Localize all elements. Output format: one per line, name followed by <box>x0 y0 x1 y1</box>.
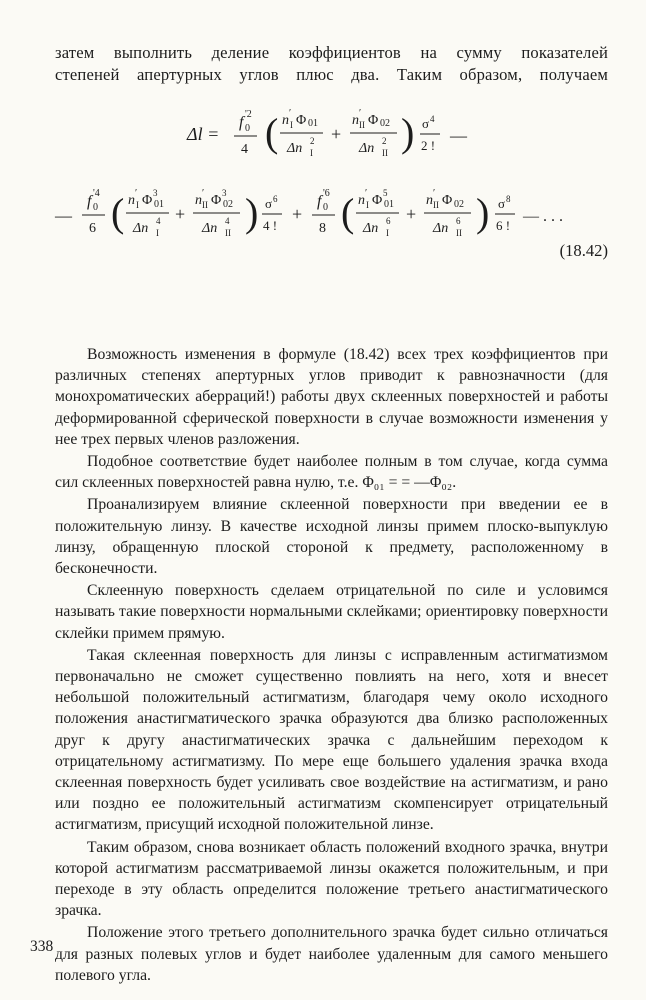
eq-plus: + <box>406 204 417 224</box>
eq-dn-pow: 2 <box>382 136 387 146</box>
eq-d6: 6 <box>89 221 96 236</box>
eq-prime: ′ <box>135 188 138 199</box>
paragraph: Проанализируем влияние склеенной поверхности при введении ее в положительную линзу. В качестве исходной линзы примем плоско-выпуклую линзу, обращенную плоской стороной к предмету, расположенному в бесконечности. <box>55 496 608 578</box>
intro-text <box>55 42 608 86</box>
intro-line-2: степеней апертурных углов плюс два. Таким образом, получаем <box>55 65 608 84</box>
eq-phi: Φ <box>368 113 379 128</box>
eq-phi02: 02 <box>454 199 464 210</box>
eq-sigma: σ <box>422 116 430 131</box>
eq-sub-I: I <box>366 200 369 210</box>
eq-sub-II: II <box>359 120 365 130</box>
eq-phi: Φ <box>296 113 307 128</box>
paragraph: Возможность изменения в формуле (18.42) всех трех коэффициентов при различных степенях апертурных углов приводит к равнозначности (для монохроматических аберраций!) работы двух склеенных поверхностей и работы деформированной сферической поверхности в случае возможности изменения у нее трех первых членов разложения. <box>55 346 608 448</box>
eq-phi-pow: 3 <box>153 188 158 198</box>
eq-dn: Δn <box>202 221 218 236</box>
eq-sub-II: II <box>202 200 208 210</box>
eq-phi: Φ <box>372 193 383 208</box>
eq-minus: — <box>450 126 467 145</box>
eq-n: n <box>128 193 135 208</box>
eq-d4: 4 <box>241 142 248 157</box>
body-text <box>55 344 608 986</box>
eq-dn-pow: 4 <box>225 216 230 226</box>
eq-sigma: σ <box>498 196 506 211</box>
eq-sub-II: II <box>433 200 439 210</box>
paragraph: Подобное соответствие будет наиболее полным в том случае, когда сумма сил склеенных поверхностей равна нулю, т.е. Φ₀₁ = = —Φ₀₂. <box>55 453 608 492</box>
eq-dn-pow: 6 <box>456 216 461 226</box>
eq-sigma: σ <box>265 196 273 211</box>
eq-n: n <box>358 193 365 208</box>
eq-phi01: 01 <box>384 199 394 210</box>
eq-f0-2-sub: 0 <box>93 202 98 213</box>
eq-f0-1-pow: '2 <box>245 109 252 120</box>
equation-number: (18.42) <box>559 241 608 260</box>
eq-f0-1-sub: 0 <box>245 123 250 134</box>
eq-f0-1: f <box>239 114 244 131</box>
eq-sigma-pow: 8 <box>506 194 511 204</box>
eq-fact: 4 ! <box>263 218 278 233</box>
equation-18-42 <box>55 86 608 271</box>
eq-dots: — . . . <box>523 208 563 225</box>
eq-fact: 6 ! <box>496 218 511 233</box>
eq-n: n <box>282 113 289 128</box>
page-content <box>55 42 608 987</box>
eq-n: n <box>352 113 359 128</box>
eq-sigma-pow: 4 <box>430 114 435 124</box>
eq-f0-3-pow: '6 <box>323 188 330 199</box>
eq-plus: + <box>175 204 186 224</box>
equation-graphic <box>55 86 608 271</box>
eq-dn-sub: II <box>225 228 231 238</box>
paragraph: Склеенную поверхность сделаем отрицательной по силе и условимся называть такие поверхности нормальными склейками; ориентировку поверхности склейки примем прямую. <box>55 582 608 642</box>
page-number: 338 <box>30 938 54 955</box>
eq-dn: Δn <box>133 221 149 236</box>
eq-sub-I: I <box>290 120 293 130</box>
eq-paren-open: ( <box>341 190 355 235</box>
eq-phi01: 01 <box>308 118 318 129</box>
eq-dn-pow: 6 <box>386 216 391 226</box>
eq-f0-3-sub: 0 <box>323 202 328 213</box>
eq-paren-close: ) <box>476 190 490 235</box>
eq-paren-close: ) <box>401 110 415 155</box>
eq-paren-open: ( <box>111 190 125 235</box>
eq-phi: Φ <box>142 193 153 208</box>
eq-paren-open: ( <box>265 110 279 155</box>
eq-f0-3: f <box>317 193 322 210</box>
eq-sigma-pow: 6 <box>273 194 278 204</box>
eq-paren-close: ) <box>245 190 259 235</box>
eq-dn-pow: 4 <box>156 216 161 226</box>
eq-dn-sub: I <box>156 228 159 238</box>
paragraph: Такая склеенная поверхность для линзы с исправленным астигматизмом первоначально не сможет существенно повлиять на него, хотя и внесет небольшой положительный астигматизм, благодаря чему около исходного положения анастигматического зрачка образуются два близко расположенных друг к другу анастигматических зрачка с дальнейшим переходом к отрицательному астигматизму. По мере еще большего удаления зрачка входа склеенная поверхность будет усиливать свое воздействие на астигматизм, и рано или поздно ее положительный астигматизм скомпенсирует отрицательный астигматизм, присущий исходной положительной линзе. <box>55 646 608 834</box>
eq-dn: Δn <box>359 141 375 156</box>
eq-prime: ′ <box>202 188 205 199</box>
eq-phi: Φ <box>442 193 453 208</box>
eq-plus: + <box>292 204 303 224</box>
eq-lhs: Δl = <box>187 124 220 144</box>
eq-dn: Δn <box>363 221 379 236</box>
eq-n: n <box>426 193 433 208</box>
eq-prime: ′ <box>289 108 292 119</box>
paragraph: Положение этого третьего дополнительного зрачка будет сильно отличаться для разных полевых углов и будет наиболее удаленным для самого меньшего полевого угла. <box>55 924 608 984</box>
eq-phi01: 01 <box>154 199 164 210</box>
eq-dn-sub: I <box>386 228 389 238</box>
eq-phi02: 02 <box>223 199 233 210</box>
eq-d8: 8 <box>319 221 326 236</box>
eq-plus: + <box>331 124 342 144</box>
intro-line-1: затем выполнить деление коэффициентов на сумму показателей <box>55 43 608 62</box>
eq-phi-pow: 5 <box>383 188 388 198</box>
eq-dn-sub: II <box>456 228 462 238</box>
eq-prime: ′ <box>359 108 362 119</box>
eq-phi-pow: 3 <box>222 188 227 198</box>
eq-f0-2: f <box>87 193 92 210</box>
eq-dn-sub: I <box>310 148 313 158</box>
eq-phi02: 02 <box>380 118 390 129</box>
eq-sub-I: I <box>136 200 139 210</box>
eq-fact: 2 ! <box>421 138 436 153</box>
eq-dn-pow: 2 <box>310 136 315 146</box>
paragraph: Таким образом, снова возникает область положений входного зрачка, внутри которой астигматизм рассматриваемой линзы окажется положительным, и при переходе в эту область определится положение третьего анастигматического зрачка. <box>55 838 608 920</box>
eq-dn: Δn <box>287 141 303 156</box>
eq-phi: Φ <box>211 193 222 208</box>
eq-n: n <box>195 193 202 208</box>
eq-f0-2-pow: '4 <box>93 188 100 199</box>
eq-dn: Δn <box>433 221 449 236</box>
eq-prime: ′ <box>365 188 368 199</box>
eq-minus: — <box>55 206 72 225</box>
eq-dn-sub: II <box>382 148 388 158</box>
eq-prime: ′ <box>433 188 436 199</box>
